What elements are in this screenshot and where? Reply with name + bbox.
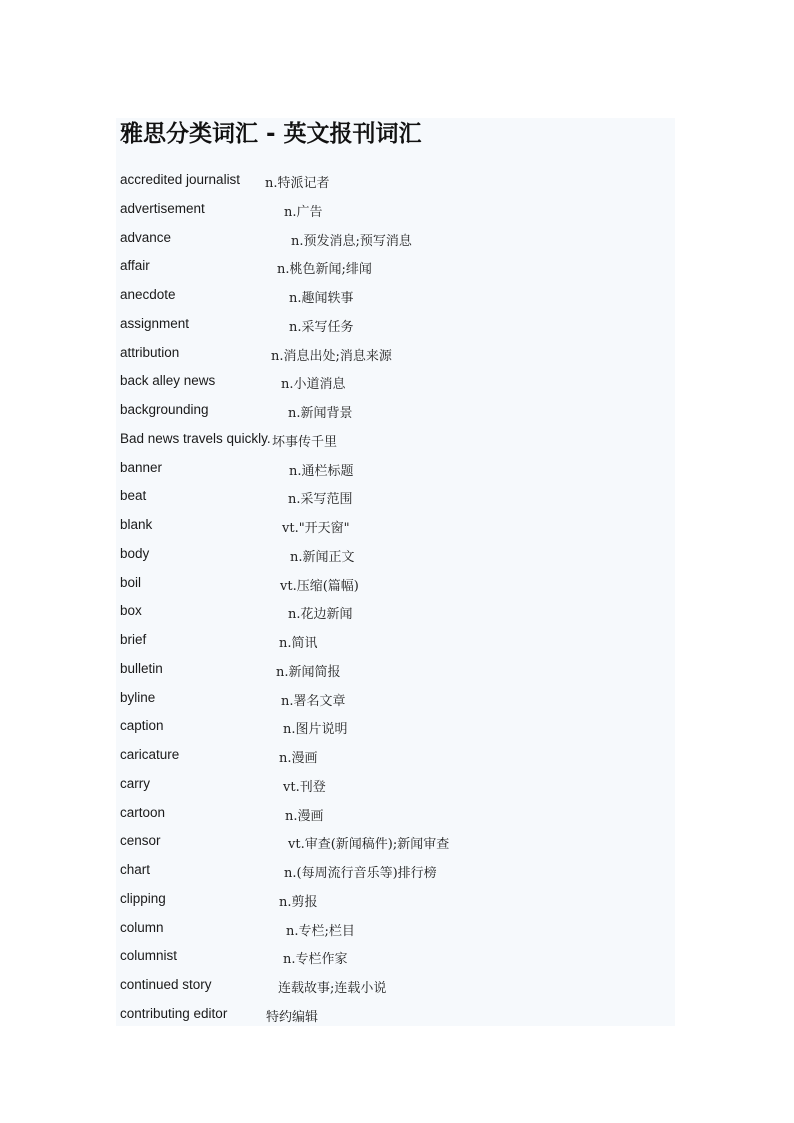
entry-definition: n.简讯 bbox=[279, 636, 318, 651]
vocabulary-entry bbox=[120, 514, 670, 543]
vocabulary-entry bbox=[120, 859, 670, 888]
entry-definition: n.新闻正文 bbox=[290, 549, 355, 565]
entry-definition: n.专栏作家 bbox=[283, 952, 348, 968]
vocabulary-entry bbox=[120, 658, 670, 687]
vocabulary-entry bbox=[120, 917, 670, 946]
entry-term: continued story bbox=[120, 977, 212, 992]
entry-term: carry bbox=[120, 775, 150, 791]
entry-term: blank bbox=[120, 517, 153, 532]
entry-definition: n.桃色新闻;绯闻 bbox=[277, 262, 372, 278]
entry-term: censor bbox=[120, 833, 161, 849]
vocabulary-entry bbox=[120, 255, 670, 284]
entry-definition: n.小道消息 bbox=[281, 377, 346, 393]
entry-term: byline bbox=[120, 689, 156, 705]
entry-definition: n.特派记者 bbox=[265, 176, 330, 191]
vocabulary-entry bbox=[120, 399, 670, 428]
entry-term: body bbox=[120, 545, 150, 561]
vocabulary-entry bbox=[120, 284, 670, 313]
entry-term: advertisement bbox=[120, 200, 205, 216]
entry-term: backgrounding bbox=[120, 402, 209, 417]
vocabulary-entry bbox=[120, 342, 670, 371]
entry-term: assignment bbox=[120, 315, 190, 331]
entry-term: box bbox=[120, 603, 142, 619]
vocabulary-entry bbox=[120, 744, 670, 773]
vocabulary-list bbox=[120, 169, 670, 1032]
vocabulary-entry bbox=[120, 543, 670, 572]
vocabulary-entry bbox=[120, 802, 670, 831]
entry-definition: 连载故事;连载小说 bbox=[278, 981, 387, 996]
vocabulary-entry bbox=[120, 227, 670, 256]
entry-term: anecdote bbox=[120, 287, 176, 302]
entry-term: accredited journalist bbox=[120, 172, 241, 187]
entry-definition: n.预发消息;预写消息 bbox=[291, 233, 412, 249]
vocabulary-entry bbox=[120, 974, 670, 1003]
vocabulary-entry bbox=[120, 830, 670, 859]
entry-definition: n.署名文章 bbox=[281, 693, 346, 709]
entry-term: columnist bbox=[120, 948, 178, 964]
vocabulary-entry bbox=[120, 198, 670, 227]
vocabulary-entry bbox=[120, 169, 670, 198]
entry-definition: 坏事传千里 bbox=[272, 434, 338, 450]
entry-term: clipping bbox=[120, 890, 166, 906]
entry-definition: n.采写范围 bbox=[288, 492, 353, 508]
vocabulary-entry bbox=[120, 600, 670, 629]
vocabulary-entry bbox=[120, 888, 670, 917]
entry-term: bulletin bbox=[120, 660, 163, 676]
document-page bbox=[116, 118, 675, 1026]
entry-definition: n.新闻简报 bbox=[276, 664, 341, 680]
entry-definition: n.趣闻轶事 bbox=[289, 291, 354, 306]
entry-term: banner bbox=[120, 459, 163, 475]
entry-definition: n.广告 bbox=[284, 204, 323, 220]
entry-term: back alley news bbox=[120, 373, 216, 389]
entry-term: contributing editor bbox=[120, 1005, 228, 1021]
entry-definition: n.专栏;栏目 bbox=[286, 923, 355, 939]
vocabulary-entry bbox=[120, 313, 670, 342]
entry-definition: n.图片说明 bbox=[283, 722, 348, 738]
vocabulary-entry bbox=[120, 687, 670, 716]
entry-term: affair bbox=[120, 258, 150, 274]
entry-definition: n.新闻背景 bbox=[288, 406, 353, 421]
entry-definition: n.通栏标题 bbox=[289, 463, 354, 479]
entry-definition: vt.刊登 bbox=[283, 779, 326, 795]
vocabulary-entry bbox=[120, 1003, 670, 1032]
vocabulary-entry bbox=[120, 715, 670, 744]
entry-term: attribution bbox=[120, 344, 180, 360]
page-title: 雅思分类词汇 - 英文报刊词汇 bbox=[120, 121, 422, 147]
entry-definition: n.漫画 bbox=[285, 808, 324, 824]
entry-definition: vt."开天窗" bbox=[282, 521, 350, 536]
vocabulary-entry bbox=[120, 457, 670, 486]
vocabulary-entry bbox=[120, 485, 670, 514]
entry-definition: n.花边新闻 bbox=[288, 607, 353, 623]
entry-definition: n.(每周流行音乐等)排行榜 bbox=[284, 866, 437, 881]
vocabulary-entry bbox=[120, 773, 670, 802]
vocabulary-entry bbox=[120, 629, 670, 658]
entry-term: column bbox=[120, 919, 164, 935]
vocabulary-entry bbox=[120, 370, 670, 399]
entry-term: boil bbox=[120, 574, 142, 590]
entry-definition: vt.审查(新闻稿件);新闻审查 bbox=[288, 837, 450, 853]
entry-term: advance bbox=[120, 229, 172, 245]
vocabulary-entry bbox=[120, 428, 670, 457]
entry-definition: n.消息出处;消息来源 bbox=[271, 348, 392, 364]
entry-definition: 特约编辑 bbox=[266, 1009, 319, 1025]
entry-term: caption bbox=[120, 718, 164, 734]
vocabulary-entry bbox=[120, 572, 670, 601]
entry-term: brief bbox=[120, 632, 147, 647]
entry-definition: n.采写任务 bbox=[289, 319, 354, 335]
entry-term: beat bbox=[120, 488, 147, 504]
entry-definition: n.剪报 bbox=[279, 894, 318, 910]
entry-definition: vt.压缩(篇幅) bbox=[280, 578, 359, 594]
vocabulary-entry bbox=[120, 945, 670, 974]
entry-term: chart bbox=[120, 862, 151, 877]
entry-term: cartoon bbox=[120, 804, 166, 820]
entry-definition: n.漫画 bbox=[279, 751, 318, 766]
entry-term: Bad news travels quickly. bbox=[120, 430, 271, 446]
entry-term: caricature bbox=[120, 747, 180, 762]
